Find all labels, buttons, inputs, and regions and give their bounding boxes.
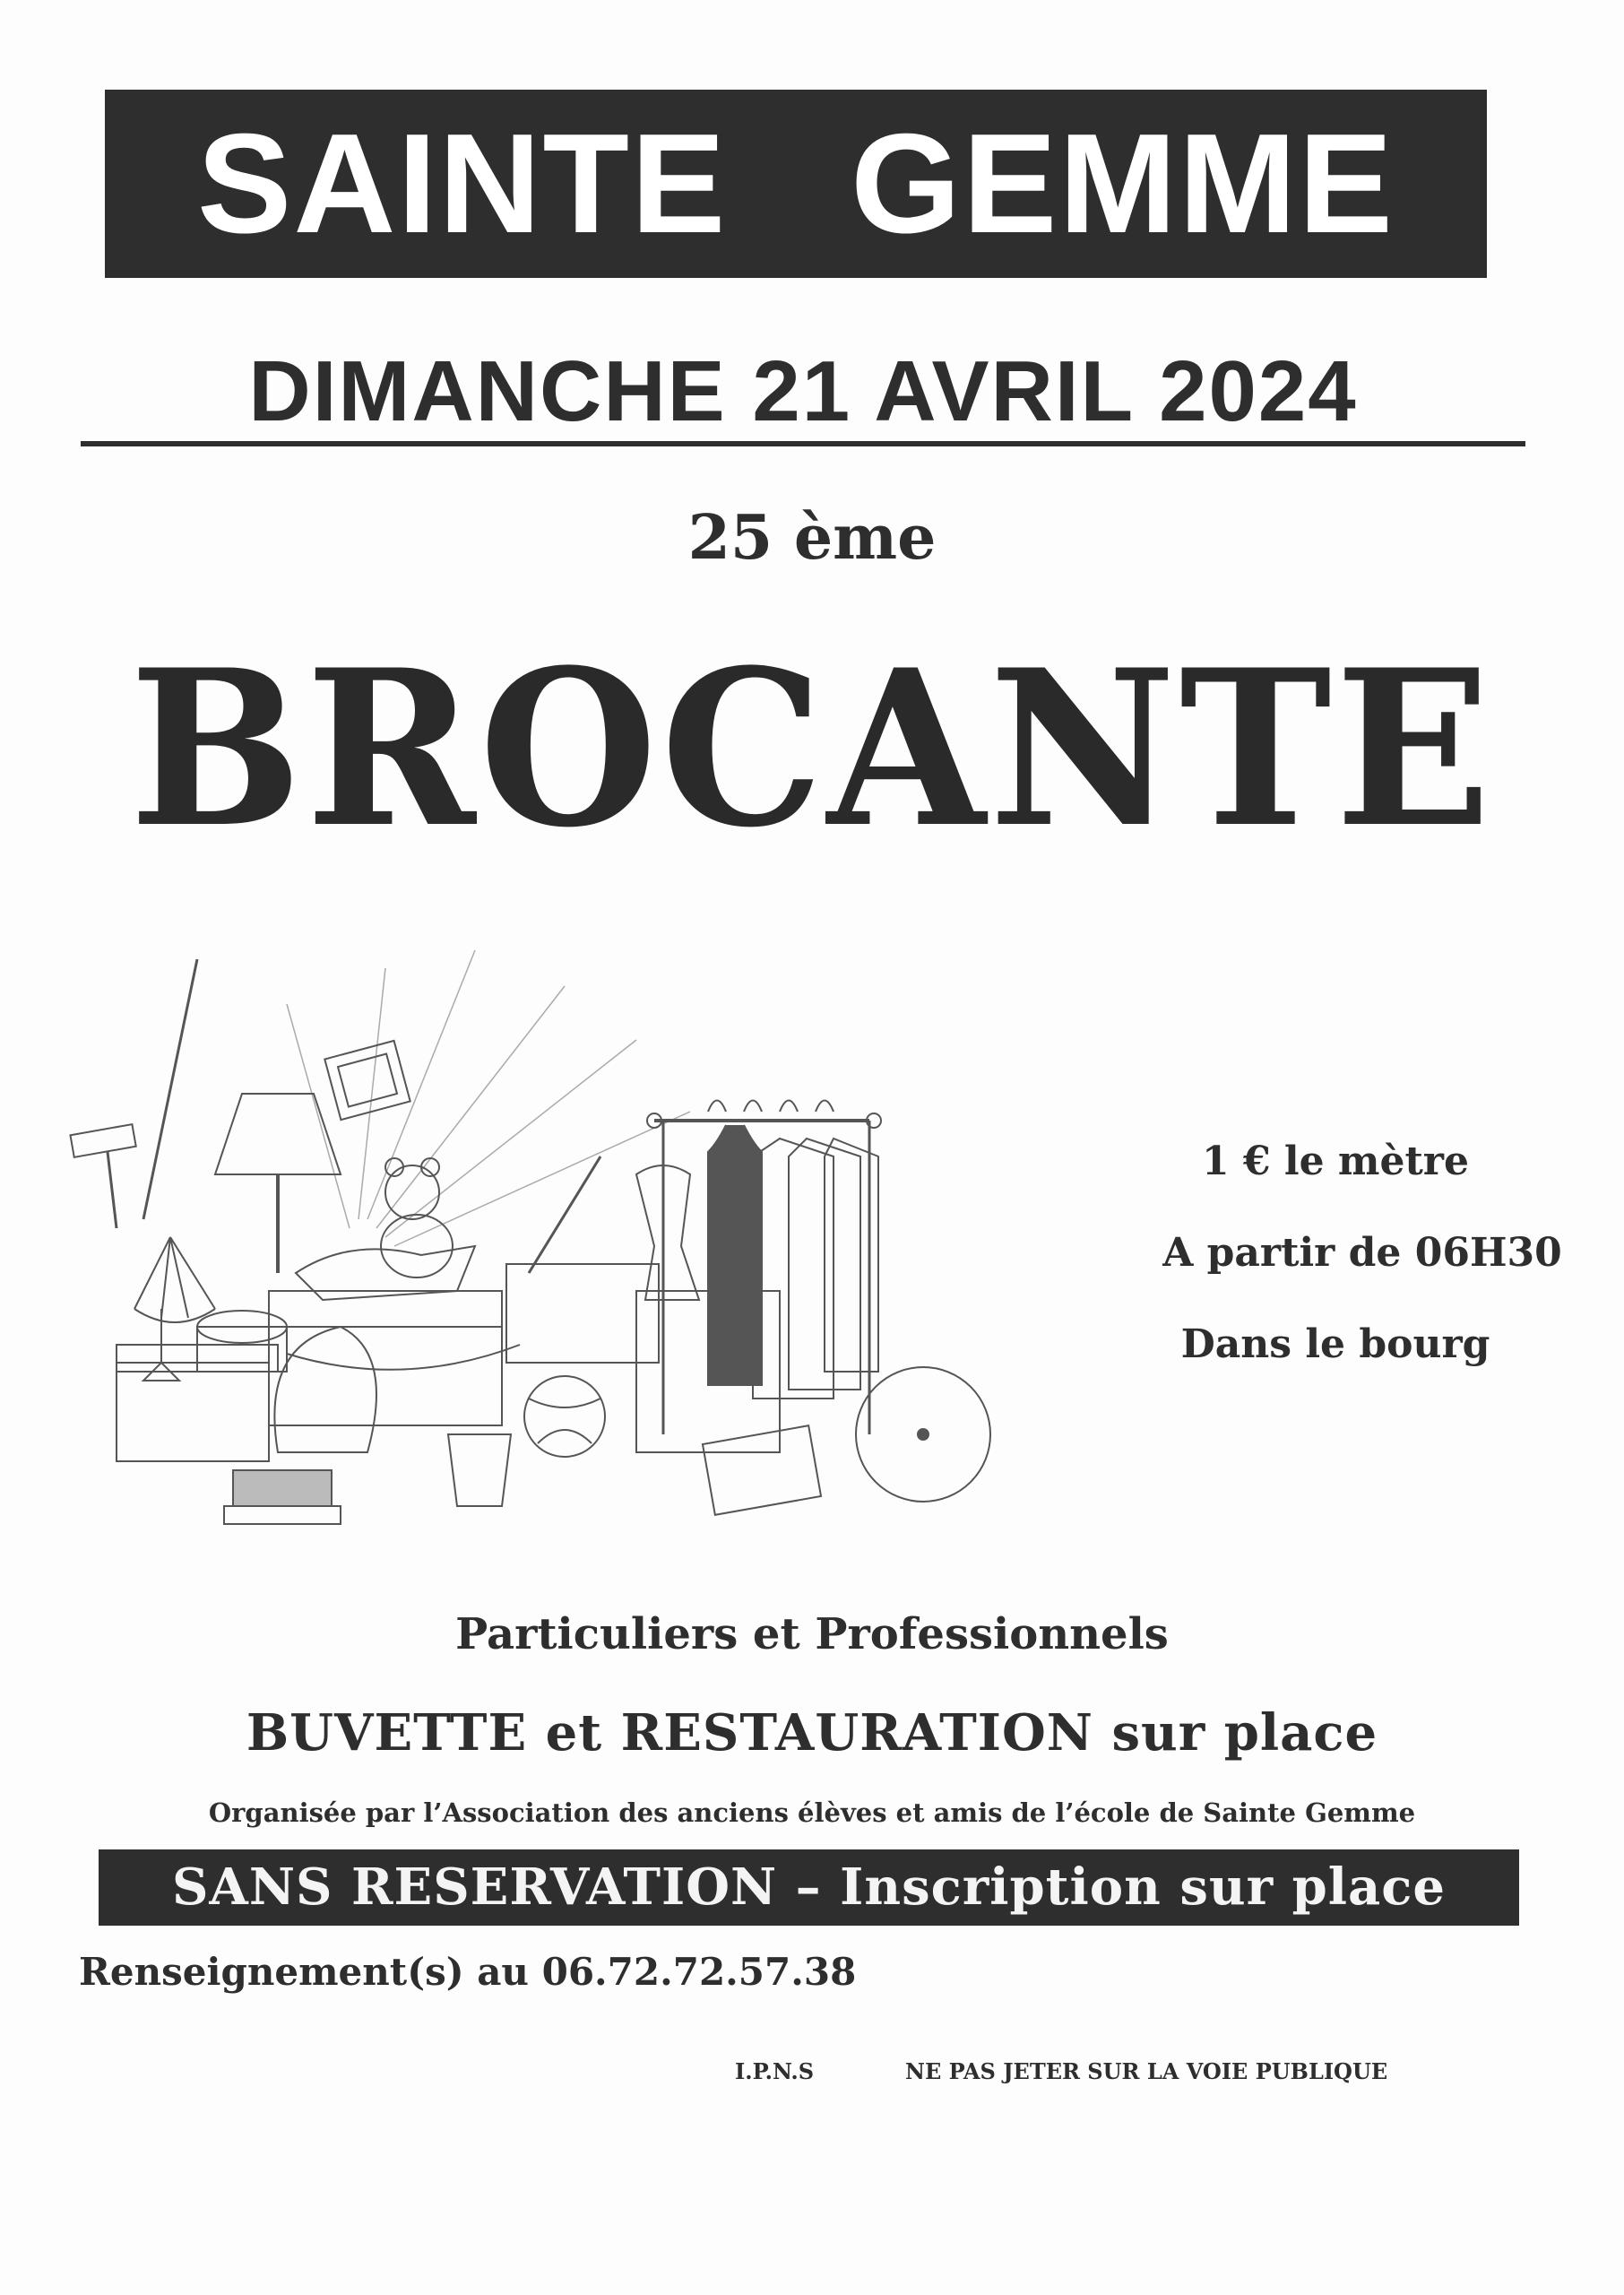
event-location: Dans le bourg bbox=[1180, 1321, 1490, 1367]
flea-market-items-drawing-icon bbox=[63, 932, 1013, 1560]
event-title: BROCANTE bbox=[129, 622, 1495, 875]
catering-line: BUVETTE et RESTAURATION sur place bbox=[246, 1703, 1378, 1762]
organizer-line: Organisée par l’Association des anciens élèves et amis de l’école de Sainte Gemme bbox=[208, 1797, 1416, 1828]
edition-number: 25 ème bbox=[687, 502, 937, 574]
price-per-meter: 1 € le mètre bbox=[1202, 1139, 1469, 1184]
town-title-banner: SAINTE GEMME bbox=[105, 90, 1487, 278]
ipns-mark: I.P.N.S bbox=[735, 2058, 815, 2084]
start-time: A partir de 06H30 bbox=[1162, 1230, 1562, 1276]
date-underline bbox=[81, 441, 1525, 446]
contact-phone: Renseignement(s) au 06.72.72.57.38 bbox=[79, 1950, 857, 1994]
participants-line: Particuliers et Professionnels bbox=[455, 1609, 1169, 1659]
disposal-notice: NE PAS JETER SUR LA VOIE PUBLIQUE bbox=[905, 2058, 1388, 2084]
event-date: DIMANCHE 21 AVRIL 2024 bbox=[248, 343, 1358, 439]
reservation-banner: SANS RESERVATION – Inscription sur place bbox=[99, 1849, 1519, 1926]
